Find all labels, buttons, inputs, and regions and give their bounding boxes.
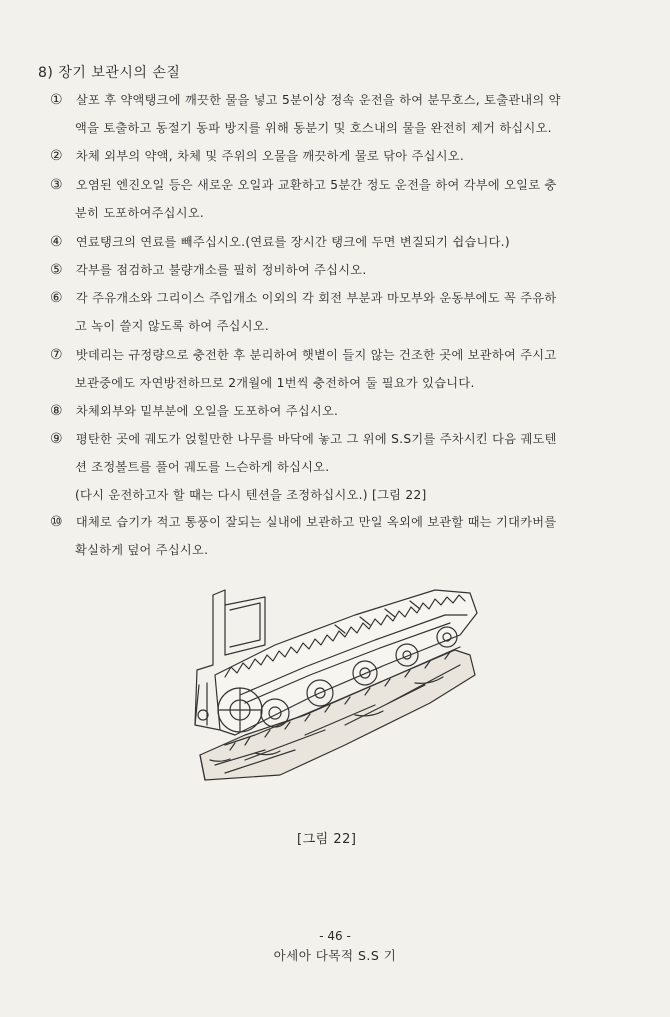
list-item — [50, 425, 620, 453]
item-text: 차체 외부의 약액, 차체 및 주위의 오물을 깨끗하게 물로 닦아 주십시오. — [75, 149, 465, 163]
section-title: 8) 장기 보관시의 손질 — [38, 65, 181, 81]
item-number: ⑧ — [50, 403, 63, 419]
item-continuation: 션 조정볼트를 풀어 궤도를 느슨하게 하십시오. — [75, 460, 330, 474]
item-continuation: 액을 토출하고 동절기 동파 방지를 위해 동분기 및 호스내의 물을 완전히 제거 하십시오. — [75, 121, 552, 135]
list-item — [50, 397, 620, 425]
item-continuation: 확실하게 덮어 주십시오. — [75, 543, 209, 557]
item-continuation: 보관중에도 자연방전하므로 2개월에 1번씩 충전하여 둘 필요가 있습니다. — [75, 376, 475, 390]
item-number: ⑩ — [50, 514, 63, 530]
item-number: ⑥ — [50, 290, 63, 306]
item-number: ① — [50, 92, 63, 108]
item-number: ⑤ — [50, 262, 63, 278]
item-number: ② — [50, 148, 63, 164]
item-text: 대체로 습기가 적고 통풍이 잘되는 실내에 보관하고 만일 옥외에 보관할 때는 기대카버를 — [75, 515, 557, 529]
item-text: 차체외부와 밑부분에 오일을 도포하여 주십시오. — [75, 404, 339, 418]
list-item — [50, 142, 620, 170]
figure-caption: [그림 22] — [297, 832, 357, 847]
item-number: ⑦ — [50, 347, 63, 363]
list-item — [50, 86, 620, 114]
item-number: ④ — [50, 234, 63, 250]
list-item — [50, 171, 620, 199]
list-item — [50, 256, 620, 284]
list-item — [50, 228, 620, 256]
item-text: 평탄한 곳에 궤도가 얹힐만한 나무를 바닥에 놓고 그 위에 S.S기를 주차시킨 다음 궤도텐 — [75, 432, 557, 446]
footer-title: 아세아 다목적 S.S 기 — [273, 948, 397, 963]
item-text: 밧데리는 규정량으로 충전한 후 분리하여 햇볕이 들지 않는 건조한 곳에 보관하여 주시고 — [75, 348, 557, 362]
figure-tracked-vehicle-illustration — [185, 585, 485, 790]
item-number: ⑨ — [50, 431, 63, 447]
item-text: 살포 후 약액탱크에 깨끗한 물을 넣고 5분이상 정속 운전을 하여 분무호스, 토출관내의 약 — [75, 93, 561, 107]
item-continuation: (다시 운전하고자 할 때는 다시 텐션을 조정하십시오.) [그림 22] — [75, 488, 427, 502]
item-text: 각 주유개소와 그리이스 주입개소 이외의 각 회전 부분과 마모부와 운동부에도 꼭 주유하 — [75, 291, 557, 305]
page-number: - 46 - — [319, 929, 351, 943]
list-item — [50, 508, 620, 536]
item-text: 각부를 점검하고 불량개소를 필히 정비하여 주십시오. — [75, 263, 367, 277]
list-item — [50, 284, 620, 312]
track-on-wood-drawing — [185, 585, 485, 790]
item-text: 연료탱크의 연료를 빼주십시오.(연료를 장시간 탱크에 두면 변질되기 쉽습니다.) — [75, 235, 510, 249]
list-item — [50, 341, 620, 369]
item-text: 오염된 엔진오일 등은 새로운 오일과 교환하고 5분간 정도 운전을 하여 각부에 오일로 충 — [75, 178, 557, 192]
item-continuation: 고 녹이 쓸지 않도록 하여 주십시오. — [75, 319, 270, 333]
item-continuation: 분히 도포하여주십시오. — [75, 206, 205, 220]
item-number: ③ — [50, 177, 63, 193]
